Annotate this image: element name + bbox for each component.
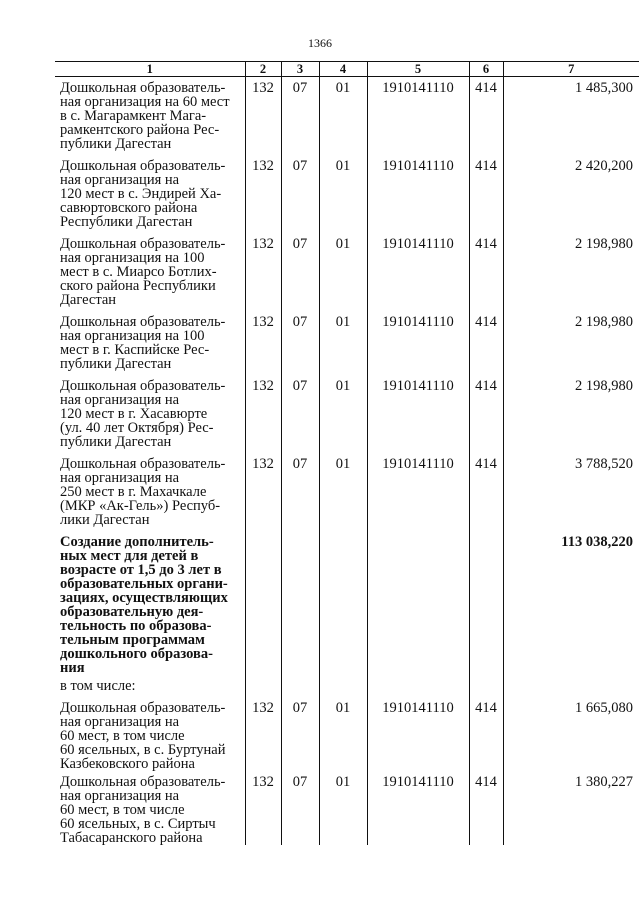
row-amount-cell: 1 485,300	[503, 77, 639, 155]
row-target-article-cell	[367, 675, 469, 697]
row-expense-type-cell: 414	[469, 453, 503, 531]
table-row	[55, 155, 639, 233]
row-expense-type-cell: 414	[469, 233, 503, 311]
row-target-article-cell: 1910141110	[367, 155, 469, 233]
row-amount-cell: 1 665,080	[503, 697, 639, 771]
row-section-cell: 07	[281, 233, 319, 311]
row-name-cell: Дошкольная образователь- ная организация на 100 мест в с. Миарсо Ботлих- ского района Республики Дагестан	[60, 235, 226, 308]
row-expense-type-cell: 414	[469, 311, 503, 375]
row-section-cell: 07	[281, 311, 319, 375]
row-section-cell: 07	[281, 375, 319, 453]
row-code-cell	[245, 675, 281, 697]
row-target-article-cell: 1910141110	[367, 233, 469, 311]
row-amount-cell: 3 788,520	[503, 453, 639, 531]
row-name-cell: Дошкольная образователь- ная организация на 250 мест в г. Махачкале (МКР «Ак-Гель») Респуб- лики Дагестан	[60, 455, 226, 528]
table-row	[55, 375, 639, 453]
row-name-cell: Дошкольная образователь- ная организация на 120 мест в с. Эндирей Ха- савюртовского района Республики Дагестан	[60, 157, 226, 230]
row-name-cell: Дошкольная образователь- ная организация на 100 мест в г. Каспийске Рес- публики Дагестан	[60, 313, 226, 372]
row-expense-type-cell	[469, 675, 503, 697]
row-expense-type-cell: 414	[469, 375, 503, 453]
budget-table	[55, 61, 639, 845]
row-name-cell: в том числе:	[60, 677, 136, 694]
row-subsection-cell: 01	[319, 453, 367, 531]
row-amount-cell: 2 198,980	[503, 311, 639, 375]
row-expense-type-cell: 414	[469, 155, 503, 233]
row-section-cell	[281, 675, 319, 697]
header-col-3: 3	[281, 62, 319, 77]
row-amount-cell: 2 420,200	[503, 155, 639, 233]
row-expense-type-cell: 414	[469, 771, 503, 845]
row-code-cell: 132	[245, 453, 281, 531]
row-section-cell: 07	[281, 155, 319, 233]
page-number: 1366	[308, 36, 332, 50]
row-section-cell: 07	[281, 77, 319, 155]
table-row	[55, 453, 639, 531]
row-code-cell: 132	[245, 771, 281, 845]
row-subsection-cell: 01	[319, 233, 367, 311]
row-section-cell: 07	[281, 453, 319, 531]
row-subsection-cell: 01	[319, 697, 367, 771]
row-expense-type-cell	[469, 531, 503, 675]
row-amount-cell: 2 198,980	[503, 233, 639, 311]
row-expense-type-cell: 414	[469, 697, 503, 771]
row-name-cell: Создание дополнитель- ных мест для детей в возрасте от 1,5 до 3 лет в образовательных органи- зациях, осуществляющих образовательную дея- тельность по образова- тельным программам дошкольного образова- ния	[60, 533, 228, 676]
row-code-cell: 132	[245, 233, 281, 311]
row-code-cell: 132	[245, 697, 281, 771]
row-target-article-cell: 1910141110	[367, 771, 469, 845]
table-row	[55, 77, 639, 155]
row-subsection-cell: 01	[319, 771, 367, 845]
row-target-article-cell: 1910141110	[367, 77, 469, 155]
row-section-cell	[281, 531, 319, 675]
row-section-cell: 07	[281, 697, 319, 771]
row-code-cell: 132	[245, 311, 281, 375]
table-row	[55, 233, 639, 311]
row-code-cell: 132	[245, 375, 281, 453]
row-amount-cell: 1 380,227	[503, 771, 639, 845]
row-subsection-cell: 01	[319, 155, 367, 233]
table-row	[55, 771, 639, 845]
row-code-cell: 132	[245, 77, 281, 155]
row-target-article-cell: 1910141110	[367, 453, 469, 531]
row-target-article-cell: 1910141110	[367, 311, 469, 375]
row-subsection-cell	[319, 531, 367, 675]
row-target-article-cell	[367, 531, 469, 675]
row-code-cell	[245, 531, 281, 675]
row-target-article-cell: 1910141110	[367, 375, 469, 453]
row-name-cell: Дошкольная образователь- ная организация на 120 мест в г. Хасавюрте (ул. 40 лет Октября) Рес- публики Дагестан	[60, 377, 226, 450]
header-col-5: 5	[367, 62, 469, 77]
table-header-row	[55, 62, 639, 77]
row-amount-cell: 2 198,980	[503, 375, 639, 453]
table-row	[55, 675, 639, 697]
row-subsection-cell: 01	[319, 311, 367, 375]
row-name-cell: Дошкольная образователь- ная организация на 60 мест в с. Магарамкент Мага- рамкентского района Рес- публики Дагестан	[60, 80, 230, 152]
row-subsection-cell: 01	[319, 77, 367, 155]
header-col-1: 1	[55, 62, 245, 77]
row-name-cell: Дошкольная образователь- ная организация на 60 мест, в том числе 60 ясельных, в с. Буртунай Казбековского района	[60, 699, 226, 772]
row-subsection-cell	[319, 675, 367, 697]
row-amount-cell: 113 038,220	[503, 531, 639, 675]
row-code-cell: 132	[245, 155, 281, 233]
header-col-6: 6	[469, 62, 503, 77]
header-col-4: 4	[319, 62, 367, 77]
row-subsection-cell: 01	[319, 375, 367, 453]
row-name-cell: Дошкольная образователь- ная организация на 60 мест, в том числе 60 ясельных, в с. Сиртыч Табасаранского района	[60, 773, 226, 846]
table-row	[55, 697, 639, 771]
row-target-article-cell: 1910141110	[367, 697, 469, 771]
table-row	[55, 311, 639, 375]
header-col-2: 2	[245, 62, 281, 77]
table-row	[55, 531, 639, 675]
header-col-7: 7	[503, 62, 639, 77]
table-body	[55, 77, 639, 845]
row-expense-type-cell: 414	[469, 77, 503, 155]
row-section-cell: 07	[281, 771, 319, 845]
row-amount-cell	[503, 675, 639, 697]
